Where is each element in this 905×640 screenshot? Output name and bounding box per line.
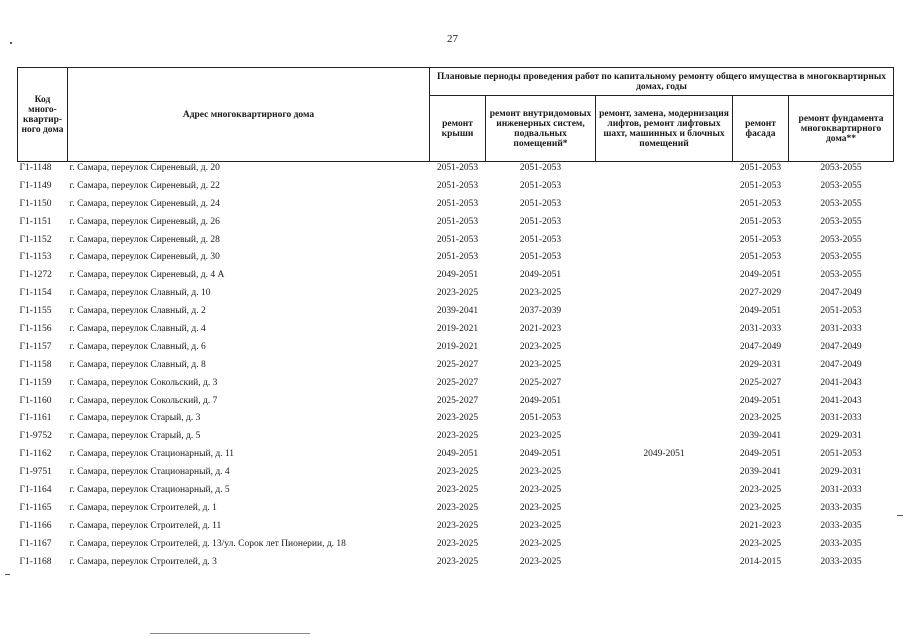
house-code-cell: Г1-1157 <box>19 341 52 352</box>
scan-mark <box>10 42 12 44</box>
facade-repair-cell: 2023-2025 <box>739 538 782 549</box>
foundation-repair-cell: 2053-2055 <box>820 270 862 281</box>
facade-repair-cell: 2049-2051 <box>739 306 782 317</box>
roof-repair-cell: 2051-2053 <box>436 180 479 191</box>
address-cell: г. Самара, переулок Стационарный, д. 11 <box>69 449 235 460</box>
foundation-repair-cell: 2029-2031 <box>820 467 862 478</box>
foundation-repair-cell: 2041-2043 <box>820 377 862 388</box>
engineering-repair-cell: 2051-2053 <box>519 198 562 209</box>
roof-repair-cell: 2023-2025 <box>436 288 479 299</box>
roof-repair-cell: 2051-2053 <box>436 252 479 263</box>
address-cell: г. Самара, переулок Сиреневый, д. 20 <box>69 163 220 173</box>
elevator-repair-cell <box>596 305 733 323</box>
elevator-repair-cell <box>596 180 733 198</box>
table-row <box>18 484 894 502</box>
address-cell: г. Самара, переулок Славный, д. 2 <box>69 306 206 317</box>
foundation-repair-cell: 2053-2055 <box>820 198 862 209</box>
header-engineering: ремонт внутридомовых инженерных систем, подвальных помещений* <box>486 96 596 162</box>
house-code-cell: Г1-1159 <box>19 377 52 388</box>
roof-repair-cell: 2019-2021 <box>436 324 479 335</box>
table-row <box>18 377 894 395</box>
foundation-repair-cell: 2047-2049 <box>820 341 862 352</box>
engineering-repair-cell: 2023-2025 <box>519 538 562 549</box>
roof-repair-cell: 2039-2041 <box>436 306 479 317</box>
table-row <box>18 323 894 341</box>
house-code-cell: Г1-1152 <box>19 234 52 245</box>
address-cell: г. Самара, переулок Старый, д. 5 <box>69 431 201 442</box>
table-row <box>18 395 894 413</box>
elevator-repair-cell <box>596 430 733 448</box>
engineering-repair-cell: 2023-2025 <box>519 502 562 513</box>
elevator-repair-cell <box>596 216 733 234</box>
engineering-repair-cell: 2037-2039 <box>519 306 562 317</box>
header-foundation: ремонт фундамента многоквартирного дома** <box>789 96 894 162</box>
address-cell: г. Самара, переулок Строителей, д. 11 <box>69 520 222 531</box>
roof-repair-cell: 2023-2025 <box>436 556 479 567</box>
roof-repair-cell: 2019-2021 <box>436 341 479 352</box>
table-row <box>18 556 894 574</box>
facade-repair-cell: 2014-2015 <box>739 556 782 567</box>
roof-repair-cell: 2051-2053 <box>436 216 479 227</box>
elevator-repair-cell <box>596 162 733 180</box>
house-code-cell: Г1-1154 <box>19 288 52 299</box>
engineering-repair-cell: 2025-2027 <box>519 377 562 388</box>
roof-repair-cell: 2023-2025 <box>436 431 479 442</box>
engineering-repair-cell: 2023-2025 <box>519 556 562 567</box>
foundation-repair-cell: 2033-2035 <box>820 502 862 513</box>
foundation-repair-cell: 2031-2033 <box>820 324 862 335</box>
elevator-repair-cell <box>596 484 733 502</box>
address-cell: г. Самара, переулок Строителей, д. 1 <box>69 502 217 513</box>
roof-repair-cell: 2025-2027 <box>436 395 479 406</box>
facade-repair-cell: 2023-2025 <box>739 485 782 496</box>
address-cell: г. Самара, переулок Сиреневый, д. 4 А <box>69 270 225 281</box>
house-code-cell: Г1-1272 <box>19 270 52 281</box>
roof-repair-cell: 2025-2027 <box>436 359 479 370</box>
house-code-cell: Г1-1164 <box>19 485 52 496</box>
elevator-repair-cell <box>596 466 733 484</box>
elevator-repair-cell <box>596 287 733 305</box>
facade-repair-cell: 2039-2041 <box>739 467 782 478</box>
engineering-repair-cell: 2023-2025 <box>519 520 562 531</box>
address-cell: г. Самара, переулок Сиреневый, д. 28 <box>69 234 220 245</box>
table-row <box>18 305 894 323</box>
foundation-repair-cell: 2033-2035 <box>820 538 862 549</box>
facade-repair-cell: 2051-2053 <box>739 163 782 173</box>
house-code-cell: Г1-1148 <box>19 163 52 173</box>
foundation-repair-cell: 2051-2053 <box>820 449 862 460</box>
engineering-repair-cell: 2051-2053 <box>519 252 562 263</box>
table-row <box>18 520 894 538</box>
table-row <box>18 251 894 269</box>
roof-repair-cell: 2023-2025 <box>436 520 479 531</box>
table-row <box>18 216 894 234</box>
engineering-repair-cell: 2051-2053 <box>519 413 562 424</box>
house-code-cell: Г1-1161 <box>19 413 52 424</box>
address-cell: г. Самара, переулок Стационарный, д. 5 <box>69 485 230 496</box>
capital-repair-schedule-table <box>17 67 894 573</box>
table-row <box>18 287 894 305</box>
address-cell: г. Самара, переулок Сиреневый, д. 30 <box>69 252 220 263</box>
facade-repair-cell: 2047-2049 <box>739 341 782 352</box>
table-row <box>18 466 894 484</box>
facade-repair-cell: 2051-2053 <box>739 180 782 191</box>
roof-repair-cell: 2049-2051 <box>436 449 479 460</box>
engineering-repair-cell: 2049-2051 <box>519 270 562 281</box>
address-cell: г. Самара, переулок Славный, д. 4 <box>69 324 206 335</box>
elevator-repair-cell <box>596 395 733 413</box>
elevator-repair-cell <box>596 341 733 359</box>
address-cell: г. Самара, переулок Славный, д. 8 <box>69 359 206 370</box>
roof-repair-cell: 2051-2053 <box>436 163 479 173</box>
table-row <box>18 180 894 198</box>
elevator-repair-cell <box>596 377 733 395</box>
scan-mark <box>5 574 10 575</box>
address-cell: г. Самара, переулок Славный, д. 10 <box>69 288 211 299</box>
engineering-repair-cell: 2051-2053 <box>519 180 562 191</box>
facade-repair-cell: 2051-2053 <box>739 234 782 245</box>
address-cell: г. Самара, переулок Стационарный, д. 4 <box>69 467 230 478</box>
header-roof: ремонт крыши <box>430 96 486 162</box>
elevator-repair-cell <box>596 269 733 287</box>
engineering-repair-cell: 2023-2025 <box>519 288 562 299</box>
table-row <box>18 538 894 556</box>
foundation-repair-cell: 2031-2033 <box>820 413 862 424</box>
roof-repair-cell: 2023-2025 <box>436 485 479 496</box>
page-number: 27 <box>447 33 458 45</box>
roof-repair-cell: 2051-2053 <box>436 198 479 209</box>
foundation-repair-cell: 2033-2035 <box>820 520 862 531</box>
table-row <box>18 448 894 466</box>
table-row <box>18 502 894 520</box>
facade-repair-cell: 2051-2053 <box>739 198 782 209</box>
engineering-repair-cell: 2023-2025 <box>519 485 562 496</box>
address-cell: г. Самара, переулок Строителей, д. 3 <box>69 556 217 567</box>
elevator-repair-cell <box>596 520 733 538</box>
table-row <box>18 412 894 430</box>
engineering-repair-cell: 2051-2053 <box>519 163 562 173</box>
roof-repair-cell: 2051-2053 <box>436 234 479 245</box>
roof-repair-cell: 2023-2025 <box>436 502 479 513</box>
engineering-repair-cell: 2049-2051 <box>519 449 562 460</box>
foundation-repair-cell: 2053-2055 <box>820 234 862 245</box>
house-code-cell: Г1-1155 <box>19 306 52 317</box>
engineering-repair-cell: 2049-2051 <box>519 395 562 406</box>
roof-repair-cell: 2023-2025 <box>436 413 479 424</box>
elevator-repair-cell <box>596 556 733 574</box>
elevator-repair-cell <box>596 502 733 520</box>
facade-repair-cell: 2025-2027 <box>739 377 782 388</box>
facade-repair-cell: 2023-2025 <box>739 413 782 424</box>
foundation-repair-cell: 2047-2049 <box>820 359 862 370</box>
elevator-repair-cell <box>596 198 733 216</box>
elevator-repair-cell <box>596 251 733 269</box>
house-code-cell: Г1-1162 <box>19 449 52 460</box>
foundation-repair-cell: 2029-2031 <box>820 431 862 442</box>
scan-mark <box>897 515 903 516</box>
foundation-repair-cell: 2053-2055 <box>820 180 862 191</box>
house-code-cell: Г1-1160 <box>19 395 52 406</box>
house-code-cell: Г1-1149 <box>19 180 52 191</box>
address-cell: г. Самара, переулок Сиреневый, д. 26 <box>69 216 220 227</box>
house-code-cell: Г1-1167 <box>19 538 52 549</box>
engineering-repair-cell: 2021-2023 <box>519 324 562 335</box>
address-cell: г. Самара, переулок Славный, д. 6 <box>69 341 206 352</box>
elevator-repair-cell <box>596 538 733 556</box>
elevator-repair-cell <box>596 412 733 430</box>
header-facade: ремонт фасада <box>733 96 789 162</box>
foundation-repair-cell: 2031-2033 <box>820 485 862 496</box>
address-cell: г. Самара, переулок Сиреневый, д. 22 <box>69 180 220 191</box>
table-body <box>18 162 894 574</box>
engineering-repair-cell: 2023-2025 <box>519 431 562 442</box>
house-code-cell: Г1-1165 <box>19 502 52 513</box>
facade-repair-cell: 2049-2051 <box>739 395 782 406</box>
header-address: Адрес многоквартирного дома <box>68 68 430 162</box>
foundation-repair-cell: 2051-2053 <box>820 306 862 317</box>
address-cell: г. Самара, переулок Строителей, д. 13/ул. Сорок лет Пионерии, д. 18 <box>69 538 346 549</box>
facade-repair-cell: 2027-2029 <box>739 288 782 299</box>
foundation-repair-cell: 2033-2035 <box>820 556 862 567</box>
house-code-cell: Г1-9751 <box>19 467 52 478</box>
foundation-repair-cell: 2053-2055 <box>820 163 862 173</box>
house-code-cell: Г1-1153 <box>19 252 52 263</box>
address-cell: г. Самара, переулок Старый, д. 3 <box>69 413 201 424</box>
elevator-repair-cell <box>596 234 733 252</box>
table-row <box>18 341 894 359</box>
elevator-repair-cell <box>596 359 733 377</box>
table-row <box>18 359 894 377</box>
house-code-cell: Г1-1166 <box>19 520 52 531</box>
facade-repair-cell: 2051-2053 <box>739 216 782 227</box>
roof-repair-cell: 2023-2025 <box>436 538 479 549</box>
engineering-repair-cell: 2051-2053 <box>519 216 562 227</box>
facade-repair-cell: 2023-2025 <box>739 502 782 513</box>
table-row <box>18 162 894 180</box>
facade-repair-cell: 2039-2041 <box>739 431 782 442</box>
roof-repair-cell: 2049-2051 <box>436 270 479 281</box>
facade-repair-cell: 2029-2031 <box>739 359 782 370</box>
roof-repair-cell: 2023-2025 <box>436 467 479 478</box>
facade-repair-cell: 2031-2033 <box>739 324 782 335</box>
header-periods: Плановые периоды проведения работ по капитальному ремонту общего имущества в многоквартирных домах, годы <box>430 68 894 96</box>
engineering-repair-cell: 2023-2025 <box>519 359 562 370</box>
facade-repair-cell: 2049-2051 <box>739 270 782 281</box>
table-header <box>18 68 894 162</box>
elevator-repair-cell <box>596 323 733 341</box>
facade-repair-cell: 2049-2051 <box>739 449 782 460</box>
house-code-cell: Г1-1158 <box>19 359 52 370</box>
scan-mark <box>150 633 310 634</box>
table-row <box>18 198 894 216</box>
engineering-repair-cell: 2051-2053 <box>519 234 562 245</box>
house-code-cell: Г1-1150 <box>19 198 52 209</box>
foundation-repair-cell: 2053-2055 <box>820 252 862 263</box>
facade-repair-cell: 2021-2023 <box>739 520 782 531</box>
house-code-cell: Г1-9752 <box>19 431 52 442</box>
foundation-repair-cell: 2047-2049 <box>820 288 862 299</box>
roof-repair-cell: 2025-2027 <box>436 377 479 388</box>
foundation-repair-cell: 2053-2055 <box>820 216 862 227</box>
address-cell: г. Самара, переулок Сиреневый, д. 24 <box>69 198 220 209</box>
address-cell: г. Самара, переулок Сокольский, д. 3 <box>69 377 218 388</box>
table-row <box>18 269 894 287</box>
facade-repair-cell: 2051-2053 <box>739 252 782 263</box>
table-row <box>18 430 894 448</box>
house-code-cell: Г1-1168 <box>19 556 52 567</box>
house-code-cell: Г1-1156 <box>19 324 52 335</box>
header-elevator: ремонт, замена, модернизация лифтов, ремонт лифтовых шахт, машинных и блочных помещений <box>596 96 733 162</box>
elevator-repair-cell: 2049-2051 <box>643 449 685 460</box>
header-code: Код много-квартир-ного дома <box>18 68 68 162</box>
table-row <box>18 234 894 252</box>
house-code-cell: Г1-1151 <box>19 216 52 227</box>
engineering-repair-cell: 2023-2025 <box>519 467 562 478</box>
foundation-repair-cell: 2041-2043 <box>820 395 862 406</box>
engineering-repair-cell: 2023-2025 <box>519 341 562 352</box>
address-cell: г. Самара, переулок Сокольский, д. 7 <box>69 395 218 406</box>
